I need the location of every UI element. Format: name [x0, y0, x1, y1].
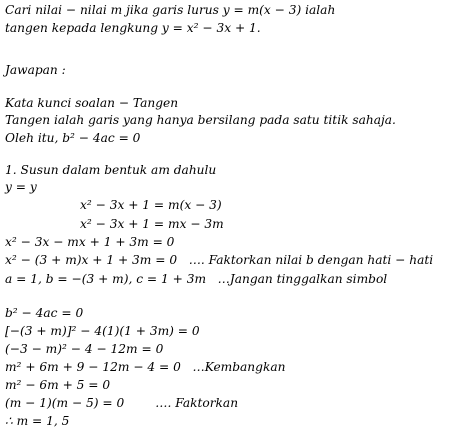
tangent-definition: Tangen ialah garis yang hanya bersilang pada satu titik sahaja. [5, 113, 396, 127]
equation-line-4: x² − (3 + m)x + 1 + 3m = 0 …. Faktorkan nilai b dengan hati − hati [5, 253, 434, 267]
factorised-line: (m − 1)(m − 5) = 0 …. Faktorkan [5, 396, 239, 410]
keyword-line: Kata kunci soalan − Tangen [5, 96, 179, 110]
equation-y-equals-y: y = y [5, 180, 37, 194]
question-line-2: tangen kepada lengkung y = x² − 3x + 1. [5, 21, 261, 35]
equation-line-1: x² − 3x + 1 = m(x − 3) [80, 198, 222, 212]
discriminant-condition: Oleh itu, b² − 4ac = 0 [5, 131, 141, 145]
final-answer: ∴ m = 1, 5 [5, 414, 70, 428]
answer-heading: Jawapan : [5, 63, 66, 77]
question-line-1: Cari nilai − nilai m jika garis lurus y = m(x − 3) ialah [5, 3, 336, 17]
substitution-line: [−(3 + m)]² − 4(1)(1 + 3m) = 0 [5, 324, 200, 338]
equation-line-3: x² − 3x − mx + 1 + 3m = 0 [5, 235, 175, 249]
coefficients-line: a = 1, b = −(3 + m), c = 1 + 3m …Jangan tinggalkan simbol [5, 272, 388, 286]
simplify-line-1: (−3 − m)² − 4 − 12m = 0 [5, 342, 164, 356]
expand-line: m² + 6m + 9 − 12m − 4 = 0 …Kembangkan [5, 360, 286, 374]
equation-line-2: x² − 3x + 1 = mx − 3m [80, 217, 224, 231]
quadratic-line: m² − 6m + 5 = 0 [5, 378, 111, 392]
discriminant-equation: b² − 4ac = 0 [5, 306, 84, 320]
step-1-heading: 1. Susun dalam bentuk am dahulu [5, 163, 217, 177]
